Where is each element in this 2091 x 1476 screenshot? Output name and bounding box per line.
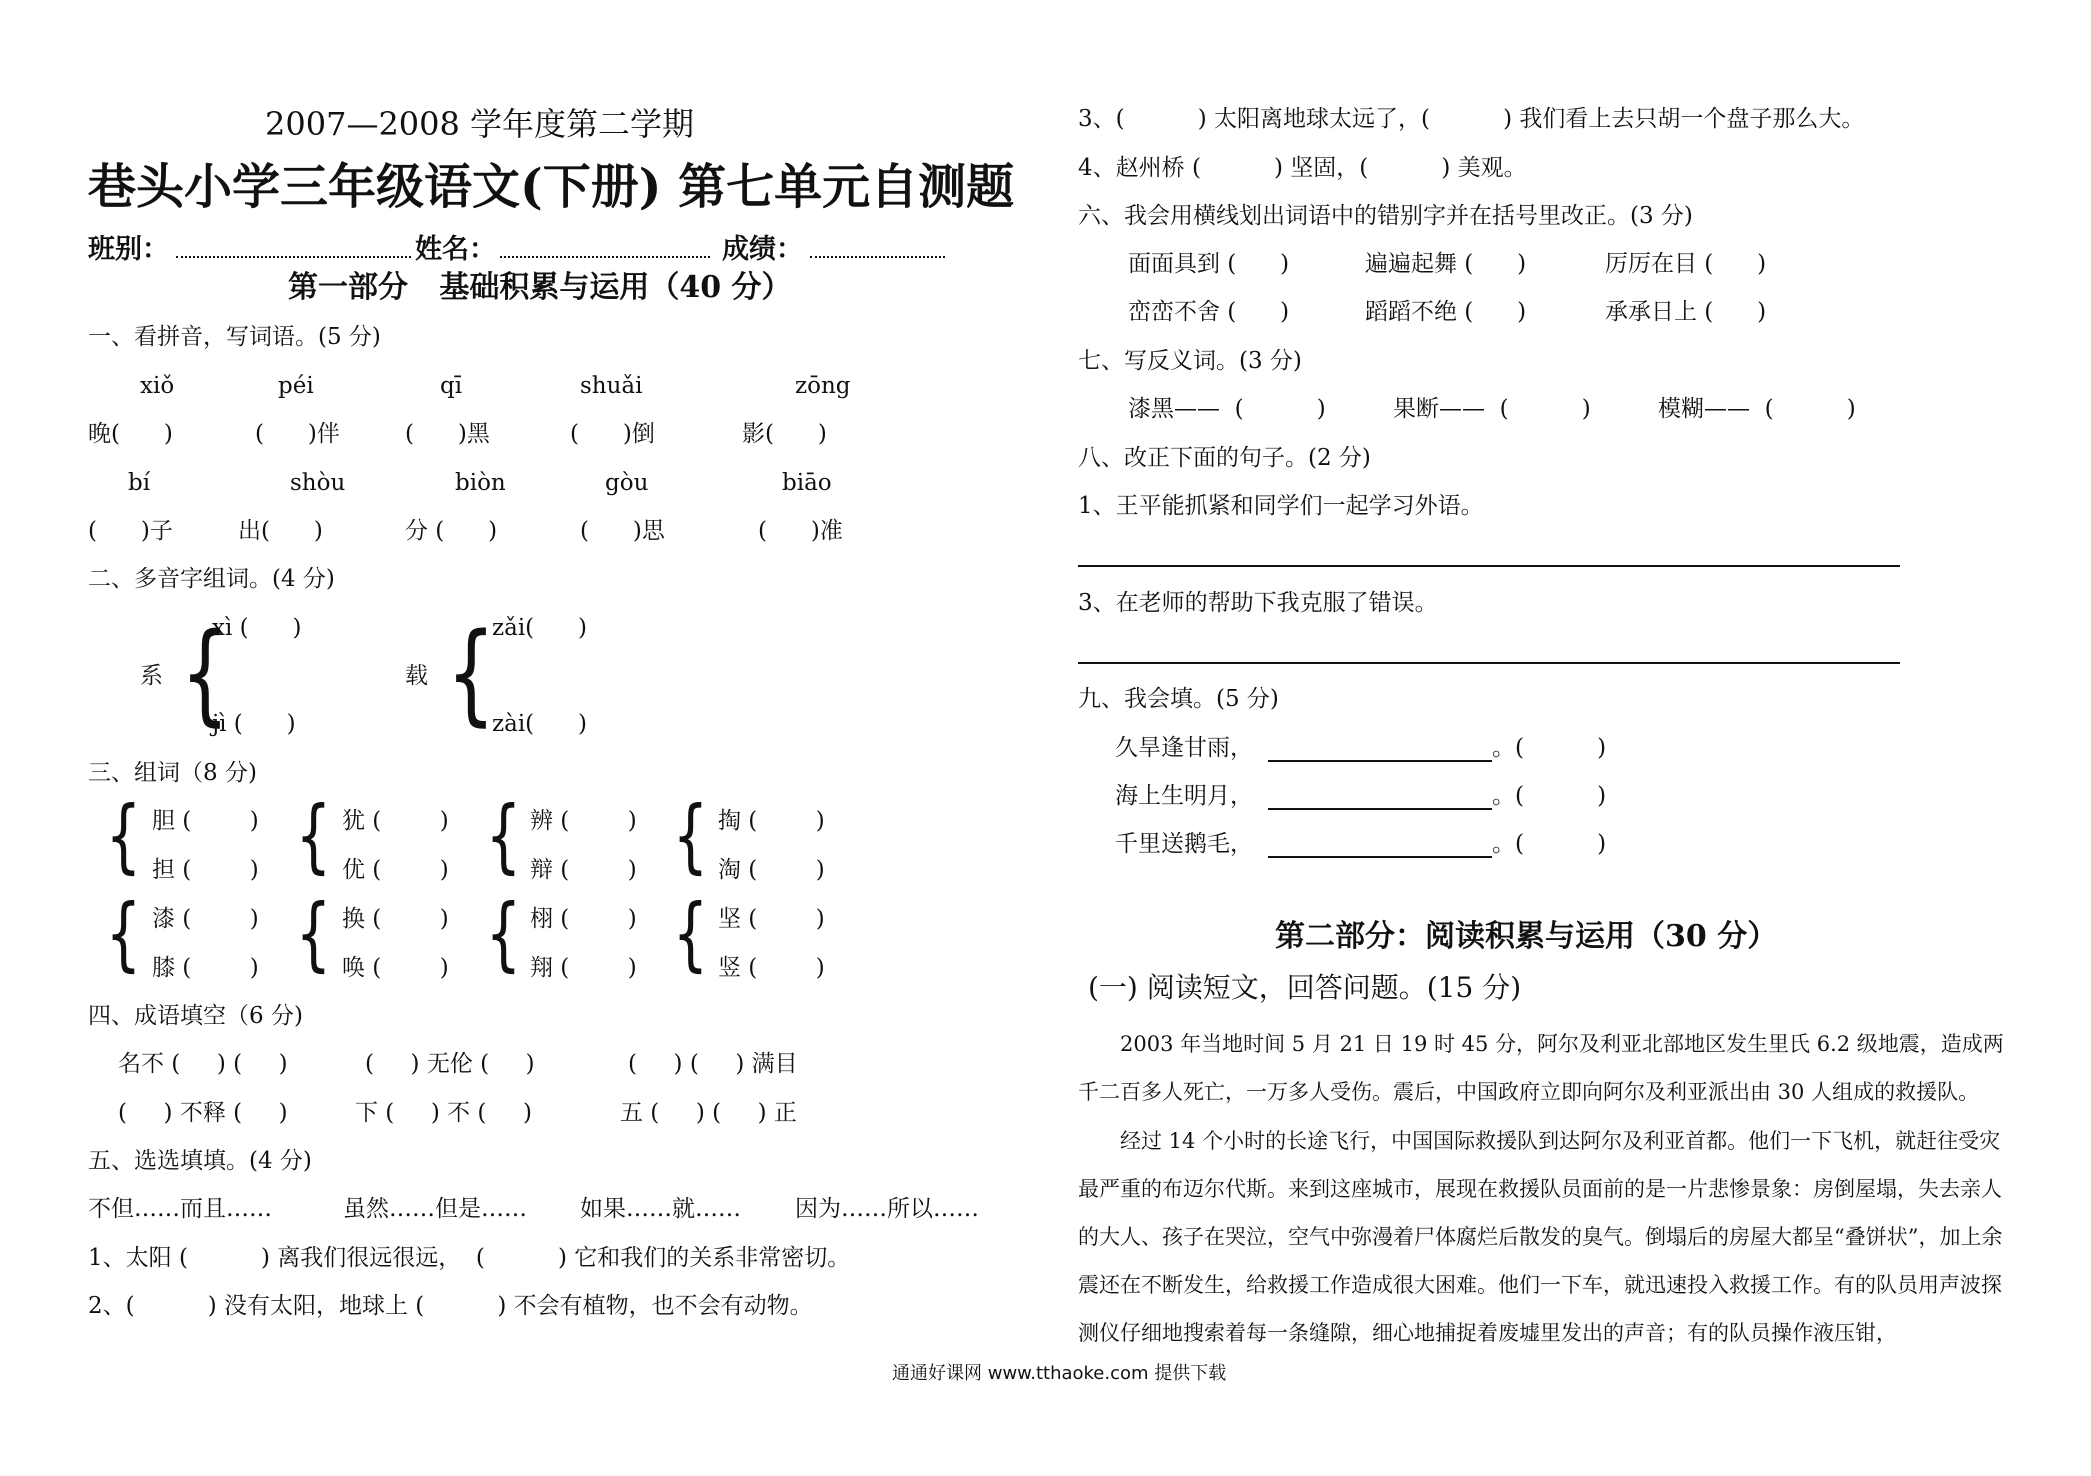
part1-title: 第一部分 基础积累与运用（40 分） — [288, 270, 792, 305]
q2-blank[interactable]: jì ( ) — [212, 711, 296, 737]
q1-pinyin: biòn — [455, 470, 506, 496]
q3-blank[interactable]: 胆 ( ) — [152, 808, 259, 834]
q2-title: 二、多音字组词。(4 分) — [88, 566, 335, 592]
q5-option: 如果……就…… — [580, 1196, 741, 1222]
q9-title: 九、我会填。(5 分) — [1078, 686, 1279, 712]
name-field[interactable] — [500, 256, 710, 258]
answer-line[interactable] — [1078, 662, 1900, 664]
brace-icon: { — [105, 887, 142, 980]
q1-blank[interactable]: 分 ( ) — [405, 518, 498, 544]
term-heading: 2007—2008 学年度第二学期 — [265, 105, 695, 143]
q3-blank[interactable]: 辨 ( ) — [530, 808, 637, 834]
q1-blank[interactable]: ( )思 — [580, 518, 665, 544]
q3-blank[interactable]: 栩 ( ) — [530, 906, 637, 932]
q2-blank[interactable]: zài( ) — [492, 711, 587, 737]
q3-title: 三、组词（8 分) — [88, 760, 257, 786]
q1-pinyin: gòu — [605, 470, 649, 496]
q3-blank[interactable]: 竖 ( ) — [718, 955, 825, 981]
q9-line-label: 海上生明月， — [1115, 783, 1253, 809]
q6-title: 六、我会用横线划出词语中的错别字并在括号里改正。(3 分) — [1078, 203, 1693, 229]
q6-blank[interactable]: 承承日上 ( ) — [1605, 299, 1767, 325]
q3-blank[interactable]: 漆 ( ) — [152, 906, 259, 932]
q9-answer[interactable] — [1268, 808, 1492, 810]
q3-blank[interactable]: 淘 ( ) — [718, 857, 825, 883]
reading-paragraph: 2003 年当地时间 5 月 21 日 19 时 45 分，阿尔及利亚北部地区发生里氏 6.2 级地震，造成两千二百多人死亡，一万多人受伤。震后，中国政府立即向阿尔及利亚派出由 30 人组成的救援队。 — [1078, 1032, 2004, 1104]
q5-option: 不但……而且…… — [88, 1196, 272, 1222]
footer-credit: 通通好课网 www.tthaoke.com 提供下载 — [892, 1363, 1227, 1384]
q1-blank[interactable]: ( )子 — [88, 518, 173, 544]
q1-pinyin: qī — [440, 373, 463, 399]
q1-pinyin: shuǎi — [580, 373, 643, 399]
q5-sentence[interactable]: 3、( ) 太阳离地球太远了，( ) 我们看上去只胡一个盘子那么大。 — [1078, 106, 1865, 132]
q5-sentence[interactable]: 1、太阳 ( ) 离我们很远很远， ( ) 它和我们的关系非常密切。 — [88, 1245, 851, 1271]
q1-pinyin: biāo — [782, 470, 832, 496]
q3-blank[interactable]: 换 ( ) — [342, 906, 449, 932]
q4-blank[interactable]: ( ) 无伦 ( ) — [365, 1051, 535, 1077]
q7-title: 七、写反义词。(3 分) — [1078, 348, 1302, 374]
q1-blank[interactable]: ( )伴 — [255, 421, 340, 447]
q4-blank[interactable]: 下 ( ) 不 ( ) — [355, 1100, 532, 1126]
q1-pinyin: zōng — [795, 373, 851, 399]
q1-blank[interactable]: 影( ) — [742, 421, 827, 447]
q2-char: 载 — [405, 663, 428, 689]
q1-pinyin: bí — [128, 470, 151, 496]
part2-title: 第二部分：阅读积累与运用（30 分） — [1275, 919, 1778, 954]
q5-sentence[interactable]: 2、( ) 没有太阳，地球上 ( ) 不会有植物，也不会有动物。 — [88, 1293, 813, 1319]
q5-option: 因为……所以…… — [795, 1196, 979, 1222]
q8-sentence: 3、在老师的帮助下我克服了错误。 — [1078, 590, 1438, 616]
brace-icon: { — [485, 887, 522, 980]
q8-title: 八、改正下面的句子。(2 分) — [1078, 445, 1371, 471]
score-label: 成绩： — [722, 234, 803, 265]
q6-blank[interactable]: 面面具到 ( ) — [1128, 251, 1290, 277]
q3-blank[interactable]: 翔 ( ) — [530, 955, 637, 981]
q3-blank[interactable]: 辩 ( ) — [530, 857, 637, 883]
brace-icon: { — [105, 789, 142, 882]
q7-blank[interactable]: 果断—— ( ) — [1393, 396, 1591, 422]
q7-blank[interactable]: 漆黑—— ( ) — [1128, 396, 1326, 422]
q3-blank[interactable]: 唤 ( ) — [342, 955, 449, 981]
q6-blank[interactable]: 蹈蹈不绝 ( ) — [1365, 299, 1527, 325]
q6-blank[interactable]: 厉厉在目 ( ) — [1605, 251, 1767, 277]
brace-icon: { — [485, 789, 522, 882]
q9-tail[interactable]: 。( ) — [1492, 783, 1607, 809]
class-label: 班别： — [88, 234, 169, 265]
class-field[interactable] — [176, 256, 411, 258]
brace-icon: { — [446, 609, 496, 737]
q5-option: 虽然……但是…… — [343, 1196, 527, 1222]
q6-blank[interactable]: 峦峦不舍 ( ) — [1128, 299, 1290, 325]
q1-pinyin: shòu — [290, 470, 346, 496]
q8-sentence: 1、王平能抓紧和同学们一起学习外语。 — [1078, 493, 1484, 519]
q9-line-label: 千里送鹅毛， — [1115, 831, 1253, 857]
brace-icon: { — [295, 887, 332, 980]
q1-pinyin: xiǒ — [140, 373, 175, 399]
page-title: 巷头小学三年级语文(下册) 第七单元自测题 — [88, 159, 1015, 215]
q9-line-label: 久旱逢甘雨， — [1115, 735, 1253, 761]
q1-blank[interactable]: 出( ) — [238, 518, 323, 544]
q3-blank[interactable]: 担 ( ) — [152, 857, 259, 883]
q4-blank[interactable]: 五 ( ) ( ) 正 — [620, 1100, 797, 1126]
q1-blank[interactable]: ( )准 — [758, 518, 843, 544]
q1-pinyin: péi — [278, 373, 314, 399]
q1-blank[interactable]: ( )倒 — [570, 421, 655, 447]
q9-tail[interactable]: 。( ) — [1492, 735, 1607, 761]
reading-paragraph: 经过 14 个小时的长途飞行，中国国际救援队到达阿尔及利亚首都。他们一下飞机，就赶往受灾最严重的布迈尔代斯。来到这座城市，展现在救援队员面前的是一片悲惨景象：房倒屋塌，失去亲人的大人、孩子在哭泣，空气中弥漫着尸体腐烂后散发的臭气。倒塌后的房屋大都呈“叠饼状”，加上余震还在不断发生，给救援工作造成很大困难。他们一下车，就迅速投入救援工作。有的队员用声波探测仪仔细地搜索着每一条缝隙，细心地捕捉着废墟里发出的声音；有的队员操作液压钳， — [1078, 1129, 2003, 1345]
answer-line[interactable] — [1078, 565, 1900, 567]
q6-blank[interactable]: 遍遍起舞 ( ) — [1365, 251, 1527, 277]
q2-blank[interactable]: zǎi( ) — [492, 615, 587, 641]
brace-icon: { — [180, 609, 230, 737]
brace-icon: { — [672, 789, 709, 882]
q3-blank[interactable]: 优 ( ) — [342, 857, 449, 883]
brace-icon: { — [295, 789, 332, 882]
q4-blank[interactable]: ( ) ( ) 满目 — [628, 1051, 798, 1077]
q1-blank[interactable]: 晚( ) — [88, 421, 173, 447]
name-label: 姓名： — [415, 234, 496, 265]
q2-char: 系 — [140, 663, 163, 689]
q3-blank[interactable]: 膝 ( ) — [152, 955, 259, 981]
q1-title: 一、看拼音，写词语。(5 分) — [88, 324, 381, 350]
q5-sentence[interactable]: 4、赵州桥 ( ) 坚固，( ) 美观。 — [1078, 155, 1527, 181]
q5-title: 五、选选填填。(4 分) — [88, 1148, 312, 1174]
q9-answer[interactable] — [1268, 856, 1492, 858]
q4-title: 四、成语填空（6 分) — [88, 1003, 303, 1029]
brace-icon: { — [672, 887, 709, 980]
q1-blank[interactable]: ( )黑 — [405, 421, 490, 447]
q7-blank[interactable]: 模糊—— ( ) — [1658, 396, 1856, 422]
score-field[interactable] — [810, 256, 945, 258]
q4-blank[interactable]: ( ) 不释 ( ) — [118, 1100, 288, 1126]
q9-tail[interactable]: 。( ) — [1492, 831, 1607, 857]
q4-blank[interactable]: 名不 ( ) ( ) — [118, 1051, 288, 1077]
q9-answer[interactable] — [1268, 760, 1492, 762]
q3-blank[interactable]: 掏 ( ) — [718, 808, 825, 834]
part2-subtitle: (一) 阅读短文，回答问题。(15 分) — [1088, 971, 1522, 1004]
q3-blank[interactable]: 犹 ( ) — [342, 808, 449, 834]
q2-blank[interactable]: xì ( ) — [212, 615, 302, 641]
q3-blank[interactable]: 坚 ( ) — [718, 906, 825, 932]
